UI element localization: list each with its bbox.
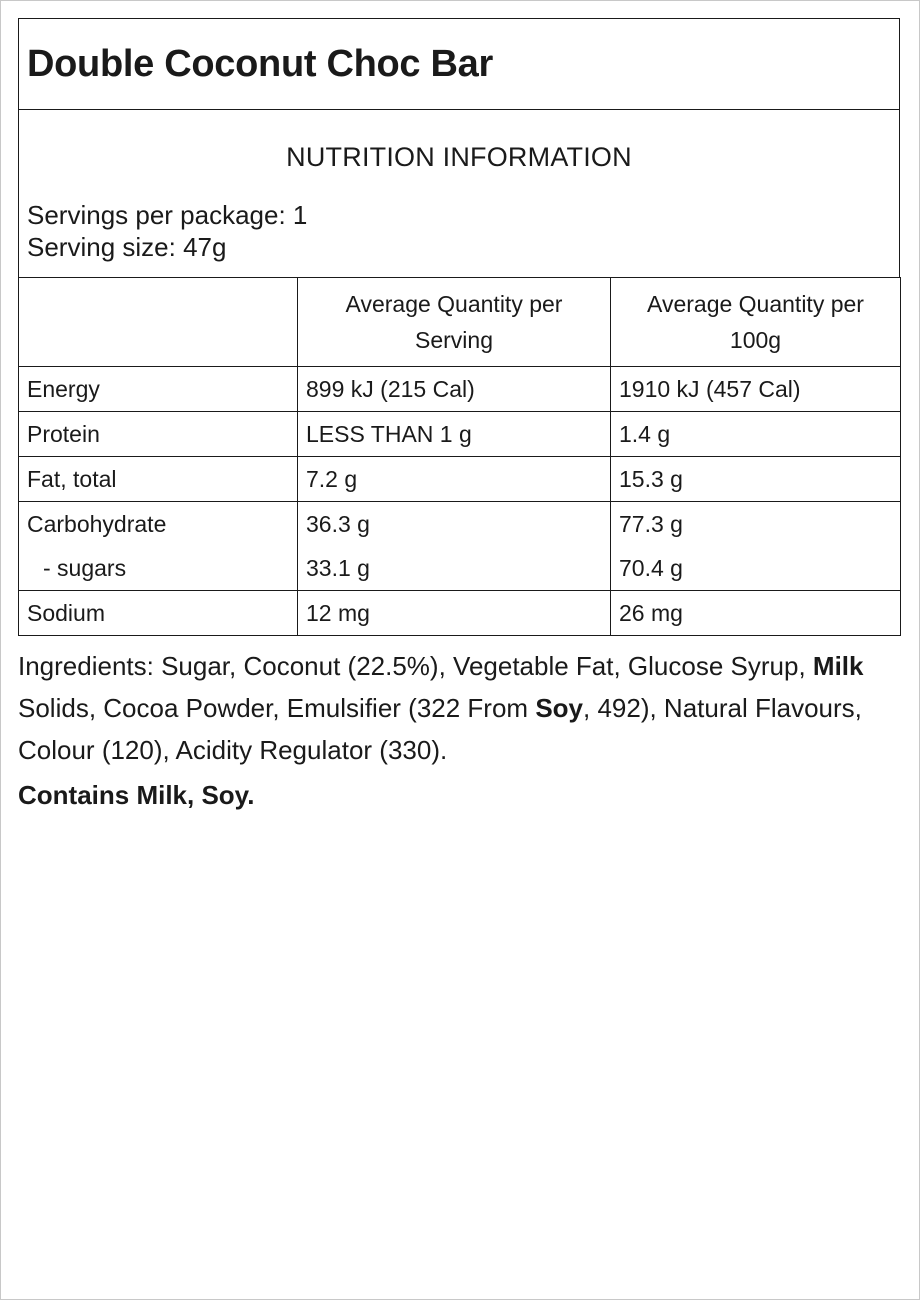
carbohydrate-per-serving-cell: [298, 502, 611, 591]
per-serving-value: 36.3 g: [306, 511, 370, 537]
nutrient-label: Protein: [19, 412, 298, 457]
carbohydrate-per-100g-cell: [611, 502, 901, 591]
nutrient-label: Fat, total: [19, 457, 298, 502]
column-header-per-serving: Average Quantity per Serving: [298, 278, 611, 367]
nutrient-label: Sodium: [19, 591, 298, 636]
carbohydrate-label-cell: [19, 502, 298, 591]
table-row-protein: [19, 412, 901, 457]
ingredients-part: Solids, Cocoa Powder, Emulsifier (322 From: [18, 693, 536, 723]
allergen-milk: Milk: [812, 651, 864, 681]
per-100g-value: 26 mg: [611, 591, 901, 636]
table-row-energy: [19, 367, 901, 412]
per-100g-value: 15.3 g: [611, 457, 901, 502]
ingredients-part: Ingredients: Sugar, Coconut (22.5%), Vegetable Fat, Glucose Syrup,: [18, 651, 813, 681]
per-serving-value: LESS THAN 1 g: [298, 412, 611, 457]
product-title-box: [18, 18, 900, 110]
nutrition-panel: [18, 18, 900, 636]
per-100g-value: 1910 kJ (457 Cal): [611, 367, 901, 412]
servings-per-package: Servings per package: 1: [27, 200, 308, 230]
allergen-soy: Soy: [535, 693, 583, 723]
nutrition-table: [18, 277, 901, 636]
nutrient-label: Carbohydrate: [27, 511, 167, 537]
nutrition-heading: NUTRITION INFORMATION: [286, 142, 632, 172]
per-100g-value: 77.3 g: [619, 511, 683, 537]
serving-size: Serving size: 47g: [27, 232, 227, 262]
table-row-carbohydrate: [19, 502, 901, 591]
table-header-row: [19, 278, 901, 367]
per-serving-value: 7.2 g: [298, 457, 611, 502]
column-header-nutrient: [19, 278, 298, 367]
table-row-fat: [19, 457, 901, 502]
serving-info: [27, 199, 307, 263]
per-100g-value: 1.4 g: [611, 412, 901, 457]
per-100g-value: 70.4 g: [619, 555, 683, 581]
nutrient-label: Energy: [19, 367, 298, 412]
sub-nutrient-label: - sugars: [43, 555, 127, 581]
ingredients-part: , 492), Natural Flavours, Colour (120), Acidity Regulator (330).: [18, 693, 862, 765]
product-title: Double Coconut Choc Bar: [27, 42, 493, 85]
per-serving-value: 899 kJ (215 Cal): [298, 367, 611, 412]
per-serving-value: 33.1 g: [306, 555, 370, 581]
ingredients-text: [18, 645, 898, 771]
nutrition-header: [18, 110, 900, 277]
column-header-per-100g: Average Quantity per 100g: [611, 278, 901, 367]
table-row-sodium: [19, 591, 901, 636]
per-serving-value: 12 mg: [298, 591, 611, 636]
allergen-statement: Contains Milk, Soy.: [18, 780, 255, 810]
